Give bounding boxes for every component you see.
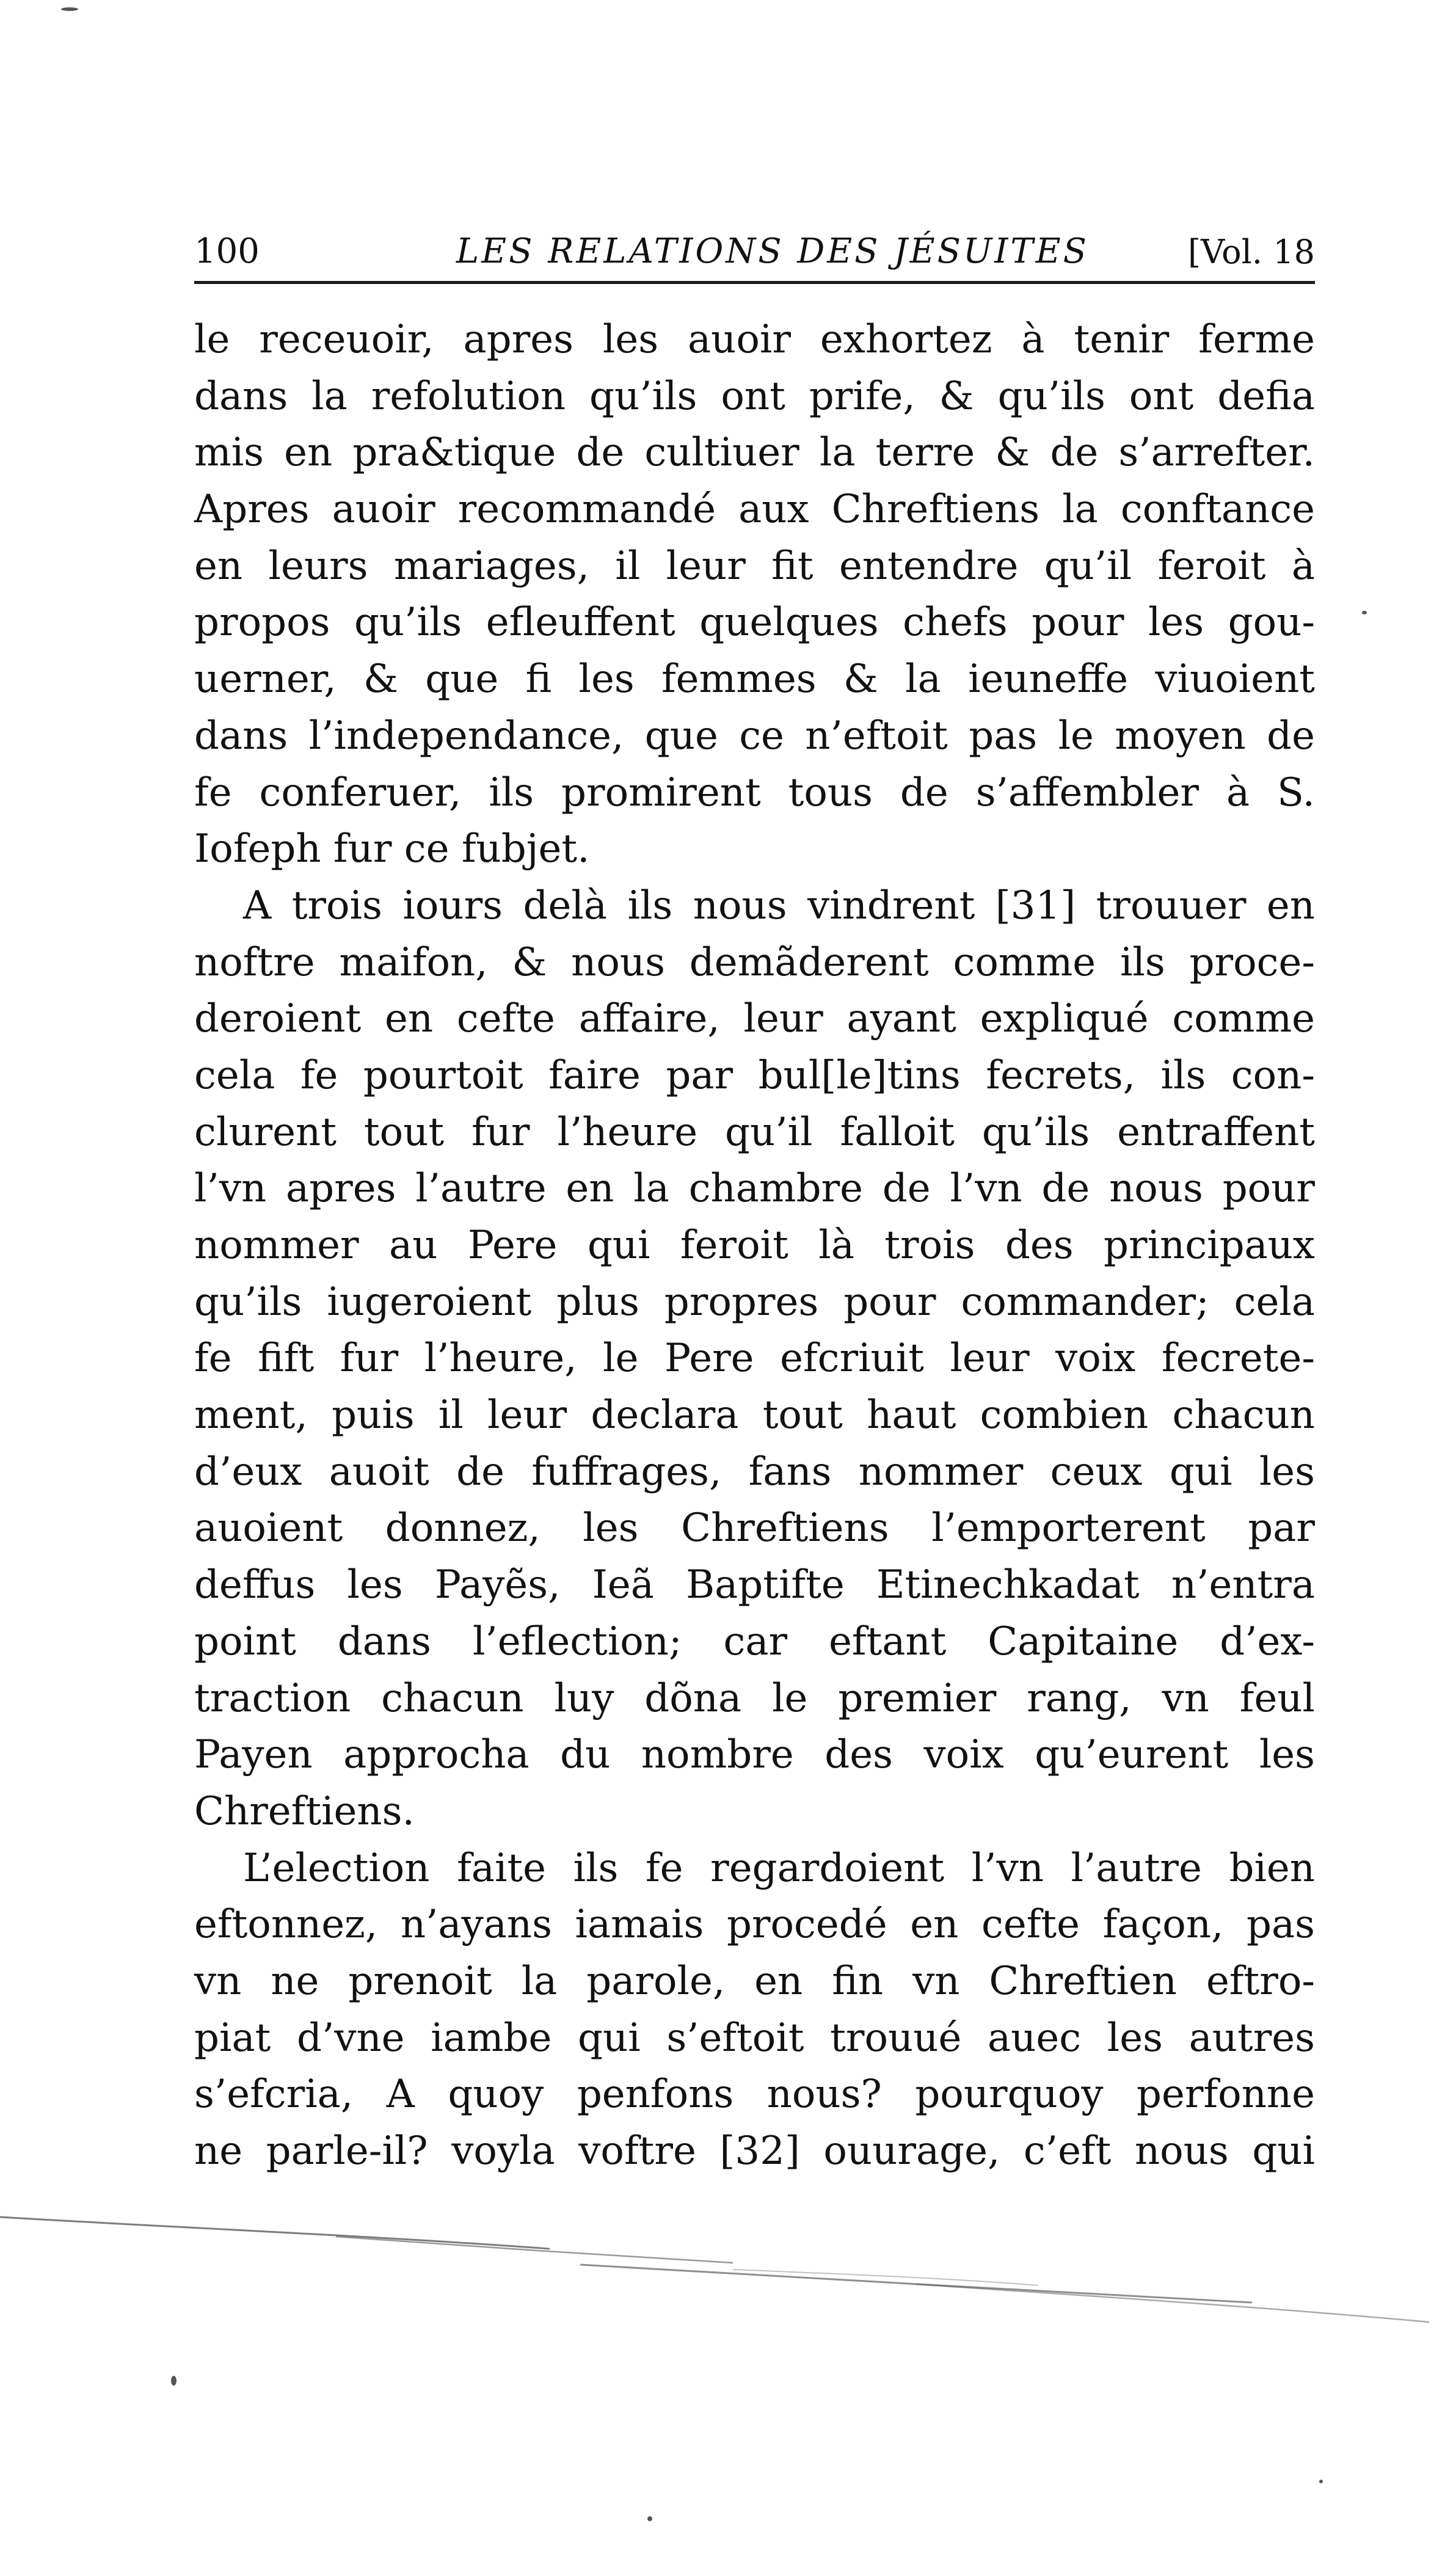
text-line: ne parle-il? voyla voftre [32] ouurage, c’eft nous qui — [194, 2128, 1315, 2174]
scan-speck — [61, 7, 78, 11]
text-line: d’eux auoit de fuffrages, fans nommer ceux qui les — [194, 1449, 1315, 1495]
text-line: traction chacun luy dõna le premier rang, vn feul — [194, 1675, 1315, 1721]
paragraph-end-line: Iofeph fur ce fubjet. — [194, 826, 590, 872]
text-line: vn ne prenoit la parole, en fin vn Chreftien eftro- — [194, 1958, 1315, 2004]
volume-label: [Vol. 18 — [1188, 233, 1315, 271]
scan-speck — [1319, 2480, 1323, 2483]
text-line: piat d’vne iambe qui s’eftoit trouué auec les autres — [194, 2015, 1315, 2061]
running-title: LES RELATIONS DES JÉSUITES — [456, 231, 1089, 271]
text-line: auoient donnez, les Chreftiens l’emporterent par — [194, 1506, 1315, 1551]
paragraph-end-line: Chreftiens. — [194, 1788, 415, 1834]
text-line: fe fift fur l’heure, le Pere efcriuit leur voix fecrete- — [194, 1336, 1315, 1382]
text-line: nommer au Pere qui feroit là trois des principaux — [194, 1223, 1315, 1268]
text-line: qu’ils iugeroient plus propres pour commander; cela — [194, 1279, 1315, 1325]
paragraph-start-line: A trois iours delà ils nous vindrent [31] trouuer en — [243, 883, 1315, 928]
text-line: uerner, & que fi les femmes & la ieuneffe viuoient — [194, 657, 1315, 702]
running-head — [194, 214, 1315, 269]
text-line: dans la refolution qu’ils ont prife, & qu’ils ont defia — [194, 373, 1315, 419]
scan-artifact-streaks — [0, 2211, 1456, 2406]
page-number: 100 — [194, 231, 260, 271]
text-line: deroient en cefte affaire, leur ayant expliqué comme — [194, 996, 1315, 1042]
header-rule — [194, 281, 1315, 284]
text-line: mis en pra&tique de cultiuer la terre & de s’arrefter. — [194, 430, 1315, 476]
text-line: ment, puis il leur declara tout haut combien chacun — [194, 1393, 1315, 1438]
text-line: l’vn apres l’autre en la chambre de l’vn de nous pour — [194, 1166, 1315, 1212]
text-line: point dans l’eflection; car eftant Capitaine d’ex- — [194, 1618, 1315, 1664]
body-text — [194, 311, 1315, 2180]
scan-speck — [647, 2516, 652, 2521]
text-line: Payen approcha du nombre des voix qu’eurent les — [194, 1732, 1315, 1778]
text-line: s’efcria, A quoy penfons nous? pourquoy perfonne — [194, 2072, 1315, 2117]
text-line: dans l’independance, que ce n’eftoit pas le moyen de — [194, 713, 1315, 759]
text-line: noftre maifon, & nous demãderent comme ils proce- — [194, 939, 1315, 985]
text-line: le receuoir, apres les auoir exhortez à tenir ferme — [194, 317, 1315, 362]
text-line: fe conferuer, ils promirent tous de s’affembler à S. — [194, 770, 1315, 815]
text-line: Apres auoir recommandé aux Chreftiens la conftance — [194, 487, 1315, 533]
text-line: deffus les Payẽs, Ieã Baptifte Etinechkadat n’entra — [194, 1562, 1315, 1608]
text-line: propos qu’ils efleuffent quelques chefs pour les gou- — [194, 600, 1315, 646]
text-line: clurent tout fur l’heure qu’il falloit qu’ils entraffent — [194, 1109, 1315, 1155]
text-line: en leurs mariages, il leur fit entendre qu’il feroit à — [194, 543, 1315, 589]
text-line: cela fe pourtoit faire par bul[le]tins fecrets, ils con- — [194, 1052, 1315, 1098]
scan-speck — [1362, 611, 1367, 614]
paragraph-start-line: L’election faite ils fe regardoient l’vn l’autre bien — [243, 1845, 1315, 1891]
text-line: eftonnez, n’ayans iamais procedé en cefte façon, pas — [194, 1902, 1315, 1948]
scan-speck — [171, 2376, 177, 2386]
